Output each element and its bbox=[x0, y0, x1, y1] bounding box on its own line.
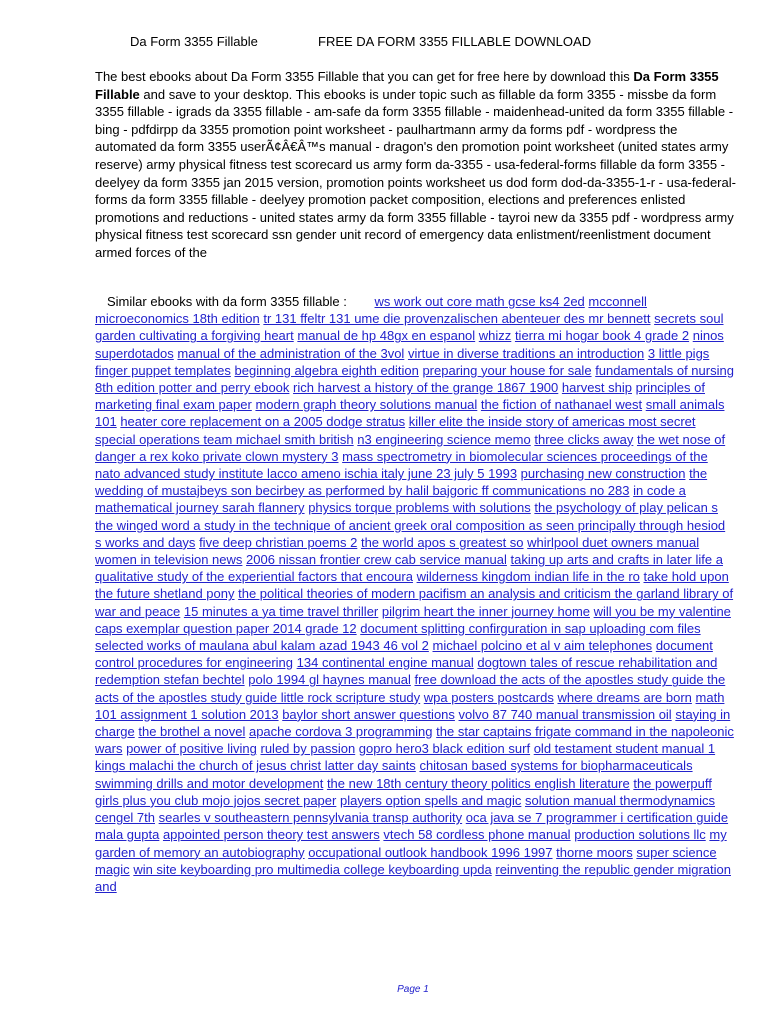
ebook-link[interactable]: my garden of memory an autobiography bbox=[95, 827, 727, 860]
ebook-link[interactable]: power of positive living bbox=[126, 741, 257, 757]
page-header bbox=[130, 34, 690, 52]
page-number: Page 1 bbox=[397, 984, 429, 995]
ebook-link[interactable]: the winged word a study in the technique of ancient greek oral composition as seen principally through hesiod s works and days bbox=[95, 517, 726, 550]
ebook-link[interactable]: apache cordova 3 programming bbox=[248, 724, 433, 740]
ebook-link[interactable]: the new 18th century theory politics english literature bbox=[326, 775, 630, 791]
ebook-link[interactable]: mass spectrometry in biomolecular sciences proceedings of the nato advanced study institute lacco ameno ischia italy june 23 july 5 1993 bbox=[95, 448, 708, 482]
ebook-link[interactable]: principles of marketing final exam paper bbox=[95, 380, 705, 413]
ebook-link[interactable]: manual of the administration of the 3vol bbox=[177, 345, 405, 361]
ebook-link[interactable]: small animals 101 bbox=[95, 397, 725, 430]
ebook-link[interactable]: secrets soul garden cultivating a forgiving heart bbox=[95, 311, 724, 344]
ebook-link[interactable]: dogtown tales of rescue rehabilitation and redemption stefan bechtel bbox=[95, 655, 718, 688]
ebook-link[interactable]: heater core replacement on a 2005 dodge stratus bbox=[120, 414, 406, 430]
ebook-link[interactable]: old testament student manual 1 kings malachi the church of jesus christ latter day saints bbox=[95, 741, 716, 774]
ebook-link[interactable]: the powerpuff girls plus you club mojo jojos secret paper bbox=[95, 775, 712, 808]
ebook-link[interactable]: ninos superdotados bbox=[95, 328, 724, 361]
ebook-link[interactable]: chitosan based systems for biopharmaceuticals bbox=[419, 758, 693, 774]
ebook-link[interactable]: in code a mathematical journey sarah flannery bbox=[95, 483, 686, 516]
ebook-link[interactable]: whizz bbox=[478, 328, 512, 344]
ebook-link[interactable]: rich harvest a history of the grange 1867 1900 bbox=[293, 380, 559, 396]
ebook-link[interactable]: take hold upon the future shetland pony bbox=[95, 569, 729, 602]
ebook-link[interactable]: the wet nose of danger a rex koko private clown mystery 3 bbox=[95, 431, 726, 464]
ebook-link[interactable]: thorne moors bbox=[556, 844, 633, 860]
ebook-link[interactable]: 3 little pigs finger puppet templates bbox=[95, 345, 710, 378]
ebook-link[interactable]: three clicks away bbox=[534, 431, 634, 447]
ebook-link[interactable]: taking up arts and crafts in later life a qualitative study of the experiential factors that encoura bbox=[95, 552, 723, 585]
ebook-link[interactable]: baylor short answer questions bbox=[282, 706, 455, 722]
intro-text-start: The best ebooks about Da Form 3355 Fillable that you can get for free here by download this bbox=[95, 69, 634, 84]
ebook-link[interactable]: beginning algebra eighth edition bbox=[234, 362, 419, 378]
ebook-link[interactable]: the political theories of modern pacifism an analysis and criticism the garland library of war and peace bbox=[95, 586, 734, 619]
ebook-link[interactable]: polo 1994 gl haynes manual bbox=[248, 672, 411, 688]
ebook-link[interactable]: 15 minutes a ya time travel thriller bbox=[183, 603, 379, 619]
ebook-link[interactable]: michael polcino et al v aim telephones bbox=[432, 638, 653, 654]
ebook-link[interactable]: document control procedures for engineering bbox=[95, 638, 713, 671]
ebook-link[interactable]: manual de hp 48gx en espanol bbox=[297, 328, 476, 344]
ebook-link[interactable]: women in television news bbox=[95, 552, 243, 568]
ebook-link[interactable]: preparing your house for sale bbox=[422, 362, 592, 378]
header-title-left: Da Form 3355 Fillable bbox=[130, 34, 258, 49]
ebook-link[interactable]: the fiction of nathanael west bbox=[480, 397, 643, 413]
ebook-link[interactable]: document splitting confirguration in sap uploading com files bbox=[360, 620, 701, 636]
ebook-link[interactable]: the wedding of mustajbeys son becirbey as performed by halil bajgoric ff communications no 283 bbox=[95, 466, 708, 499]
ebook-link[interactable]: tierra mi hogar book 4 grade 2 bbox=[514, 328, 690, 344]
ebook-link[interactable]: staying in charge bbox=[95, 706, 731, 740]
ebook-link[interactable]: win site keyboarding pro multimedia college keyboarding upda bbox=[133, 861, 492, 877]
ebook-link[interactable]: selected works of maulana abul kalam azad 1943 46 vol 2 bbox=[95, 638, 429, 654]
ebook-link[interactable]: production solutions llc bbox=[574, 827, 706, 843]
ebook-link[interactable]: occupational outlook handbook 1996 1997 bbox=[308, 844, 553, 860]
ebook-link[interactable]: modern graph theory solutions manual bbox=[255, 397, 478, 413]
ebook-link[interactable]: gopro hero3 black edition surf bbox=[358, 741, 531, 757]
ebook-link[interactable]: harvest ship bbox=[561, 380, 632, 396]
ebook-link[interactable]: where dreams are born bbox=[557, 689, 692, 705]
ebook-link[interactable]: swimming drills and motor development bbox=[95, 775, 324, 791]
ebook-link[interactable]: players option spells and magic bbox=[339, 792, 522, 808]
ebook-link[interactable]: caps exemplar question paper 2014 grade 12 bbox=[95, 620, 357, 636]
intro-text-rest: and save to your desktop. This ebooks is under topic such as fillable da form 3355 - missbe da form 3355 fillable - igrads da 3355 fillable - am-safe da form 3355 fillable - maidenhead-united da form 3355 fillable - bing - pdfdirpp da 3355 promotion point worksheet - paulhartmann army da forms pdf - wordpress the automated da form 3355 userÃ¢Â€Â™s manual - dragon's den promotion point worksheet (united states army reserve) army physical fitness test scorecard us army form da-3355 - usa-federal-forms fillable da form 3355 - deelyey da form 3355 jan 2015 version, promotion points worksheet us dod form dod-da-3355-1-r - usa-federal-forms da form 3355 fillable - deelyey promotion packet composition, elections and preferences enlisted promotions and reductions - united states army da form 3355 fillable - tayroi new da 3355 pdf - wordpress army physical fitness test scorecard ssn gender unit record of emergency data enlistment/reenlistment document armed forces of the bbox=[95, 86, 736, 260]
ebook-link[interactable]: solution manual thermodynamics cengel 7th bbox=[95, 792, 716, 826]
ebook-link[interactable]: 2006 nissan frontier crew cab service manual bbox=[246, 552, 507, 568]
ebook-link[interactable]: fundamentals of nursing 8th edition potter and perry ebook bbox=[95, 362, 734, 396]
ebook-link[interactable]: appointed person theory test answers bbox=[162, 827, 380, 843]
ebook-link[interactable]: the brothel a novel bbox=[138, 724, 246, 740]
ebook-link[interactable]: oca java se 7 programmer i certification guide mala gupta bbox=[95, 810, 729, 843]
ebook-link[interactable]: physics torque problems with solutions bbox=[308, 500, 531, 516]
ebook-link[interactable]: ruled by passion bbox=[260, 741, 356, 757]
ebook-link[interactable]: math 101 assignment 1 solution 2013 bbox=[95, 689, 725, 722]
ebook-link[interactable]: the star captains frigate command in the napoleonic wars bbox=[95, 724, 734, 757]
similar-ebooks-label: Similar ebooks with da form 3355 fillable : bbox=[107, 294, 347, 309]
ebook-link[interactable]: ws work out core math gcse ks4 2ed bbox=[374, 294, 585, 309]
ebook-link[interactable]: the world apos s greatest so bbox=[360, 534, 524, 550]
ebook-link[interactable]: will you be my valentine bbox=[593, 603, 731, 619]
intro-bold-title: Da Form 3355 Fillable bbox=[95, 69, 719, 102]
ebook-link[interactable]: mcconnell microeconomics 18th edition bbox=[95, 294, 647, 327]
ebook-link[interactable]: the psychology of play pelican s bbox=[534, 500, 718, 516]
header-title-right: FREE DA FORM 3355 FILLABLE DOWNLOAD bbox=[318, 34, 592, 49]
similar-ebooks-list bbox=[95, 293, 735, 895]
ebook-link[interactable]: wilderness kingdom indian life in the ro bbox=[416, 569, 640, 585]
ebook-link[interactable]: killer elite the inside story of americas most secret special operations team michael smith british bbox=[95, 414, 696, 447]
ebook-link[interactable]: 134 continental engine manual bbox=[296, 655, 474, 671]
ebook-link[interactable]: whirlpool duet owners manual bbox=[527, 534, 700, 550]
ebook-link[interactable]: vtech 58 cordless phone manual bbox=[383, 827, 571, 843]
ebook-link[interactable]: purchasing new construction bbox=[520, 466, 686, 482]
ebook-link[interactable]: super science magic bbox=[95, 844, 717, 877]
ebook-link[interactable]: volvo 87 740 manual transmission oil bbox=[458, 706, 672, 722]
ebook-link[interactable]: pilgrim heart the inner journey home bbox=[381, 603, 590, 619]
ebook-link[interactable]: reinventing the republic gender migration and bbox=[95, 861, 731, 894]
ebook-link[interactable]: free download the acts of the apostles study guide the acts of the apostles study guide little rock scripture study bbox=[95, 672, 726, 705]
ebook-link[interactable]: wpa posters postcards bbox=[423, 689, 554, 705]
ebook-link[interactable]: five deep christian poems 2 bbox=[199, 534, 358, 550]
ebook-link[interactable]: n3 engineering science memo bbox=[357, 431, 531, 447]
ebook-link[interactable]: tr 131 ffeltr 131 ume die provenzalischen abenteuer des mr bennett bbox=[263, 311, 651, 327]
intro-paragraph bbox=[95, 68, 740, 262]
ebook-link[interactable]: searles v southeastern pennsylvania transp authority bbox=[158, 810, 463, 826]
ebook-link[interactable]: virtue in diverse traditions an introduction bbox=[407, 345, 645, 361]
